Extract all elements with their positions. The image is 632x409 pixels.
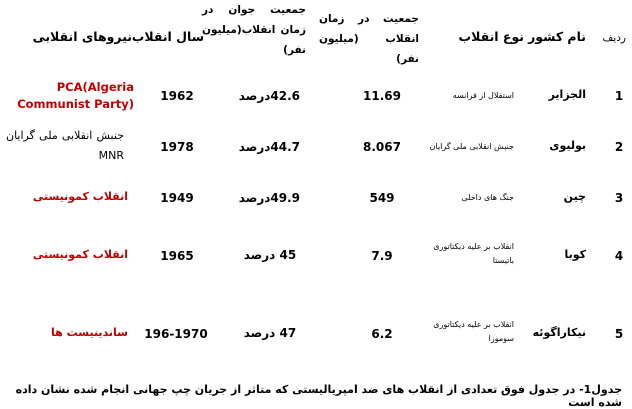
population-value: 11.69	[363, 89, 401, 103]
population-value: 549	[369, 191, 395, 205]
revolutionary-forces: انقلاب کمونیستی	[32, 248, 128, 261]
country-name: چین	[563, 190, 586, 203]
header-revolution-type: نوع انقلاب	[458, 29, 524, 44]
country-name: کوبا	[564, 248, 586, 261]
revolutionary-forces: PCA(Algeria Communist Party)	[17, 80, 134, 111]
header-population: جمعیت در زمان انقلاب (میلیون نفر)	[319, 13, 419, 65]
population-value: 8.067	[363, 140, 401, 154]
header-forces: نیروهای انقلابی	[32, 29, 132, 44]
revolution-year: 1949	[160, 191, 194, 205]
revolution-year: 1962	[160, 89, 194, 103]
header-year: سال انقلاب	[131, 29, 204, 44]
revolution-year: 1978	[160, 140, 194, 154]
row-number: 1	[614, 89, 624, 103]
revolution-year: 196-1970	[144, 327, 208, 341]
row-number: 3	[614, 191, 624, 205]
table-caption: جدول1- در جدول فوق تعدادی از انقلاب های ضد امپریالیستی که متاثر از جریان چپ جهانی انجام شده نشان داده شده است	[15, 383, 622, 409]
row-number: 5	[614, 327, 624, 341]
header-country: نام کشور	[528, 29, 586, 44]
revolution-type: جنگ های داخلی	[461, 193, 514, 202]
country-name: نیکاراگوئه	[532, 326, 586, 339]
revolution-type: جنبش انقلابی ملی گرایان	[429, 142, 514, 151]
youth-percent: 44.7درصد	[238, 140, 300, 154]
youth-percent: 45 درصد	[243, 248, 297, 262]
header-youth-population: جمعیت جوان در زمان انقلاب(میلیون نفر)	[202, 4, 306, 56]
row-number: 4	[614, 249, 624, 263]
header-row-num: ردیف	[602, 32, 626, 44]
revolution-type: انقلاب بر علیه دیکتاتوری سوموزا	[433, 320, 514, 343]
youth-percent: 47 درصد	[243, 326, 297, 340]
revolutionary-forces: جنبش انقلابی ملی گرایان MNR	[6, 129, 124, 162]
population-value: 6.2	[371, 327, 393, 341]
revolution-type: انقلاب بر علیه دیکتاتوری باتیستا	[433, 242, 514, 265]
row-number: 2	[614, 140, 624, 154]
revolutionary-forces: ساندینیست ها	[51, 326, 128, 339]
revolution-year: 1965	[160, 249, 194, 263]
youth-percent: 49.9درصد	[238, 191, 300, 205]
country-name: الجزایر	[548, 88, 586, 101]
population-value: 7.9	[371, 249, 393, 263]
revolutionary-forces: انقلاب کمونیستی	[32, 190, 128, 203]
revolution-type: استقلال از فرانسه	[452, 91, 514, 100]
country-name: بولیوی	[549, 139, 586, 152]
youth-percent: 42.6درصد	[238, 89, 300, 103]
